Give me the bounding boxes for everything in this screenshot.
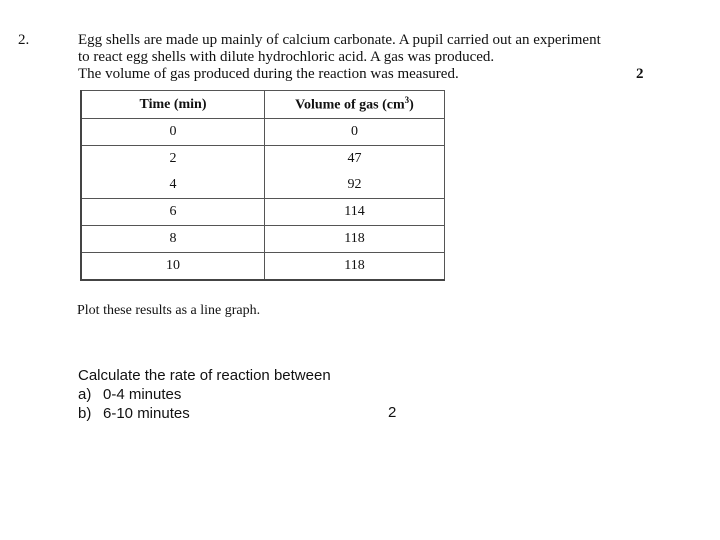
table-header-row bbox=[81, 91, 445, 119]
intro-line: The volume of gas produced during the reaction was measured. bbox=[78, 66, 459, 82]
calculate-prompt: Calculate the rate of reaction between bbox=[78, 367, 331, 384]
calculate-block bbox=[78, 366, 331, 423]
item-label: a) bbox=[78, 386, 92, 403]
header-volume bbox=[265, 91, 445, 119]
intro-line: to react egg shells with dilute hydrochloric acid. A gas was produced. bbox=[78, 49, 495, 65]
header-volume-close: ) bbox=[409, 97, 414, 113]
cell-volume: 92 bbox=[265, 172, 445, 199]
item-text: 6-10 minutes bbox=[103, 405, 190, 422]
table-row bbox=[81, 119, 445, 146]
cell-volume: 47 bbox=[347, 151, 362, 166]
cell-volume: 118 bbox=[265, 253, 445, 281]
intro-line: Egg shells are made up mainly of calcium carbonate. A pupil carried out an experiment bbox=[78, 32, 601, 48]
question-intro bbox=[78, 32, 618, 83]
header-volume-text: Volume of gas (cm bbox=[295, 97, 405, 113]
item-label: b) bbox=[78, 405, 92, 422]
header-volume-exponent: 3 bbox=[404, 95, 410, 106]
cell-volume: 114 bbox=[265, 199, 445, 226]
calculate-item bbox=[78, 404, 331, 423]
cell-time: 10 bbox=[81, 253, 265, 281]
table-row bbox=[81, 199, 445, 226]
plot-instruction: Plot these results as a line graph. bbox=[77, 303, 261, 318]
table-row bbox=[81, 172, 445, 199]
cell-time: 8 bbox=[81, 226, 265, 253]
calculate-marks: 2 bbox=[388, 404, 397, 421]
table-row bbox=[81, 226, 445, 253]
table-row bbox=[81, 146, 445, 173]
table-row bbox=[81, 253, 445, 281]
cell-time: 0 bbox=[81, 119, 265, 146]
question-marks: 2 bbox=[636, 66, 644, 82]
cell-volume: 118 bbox=[265, 226, 445, 253]
results-table bbox=[80, 90, 445, 281]
cell-time: 4 bbox=[81, 172, 265, 199]
header-time: Time (min) bbox=[81, 91, 265, 119]
question-number: 2. bbox=[18, 32, 30, 48]
cell-volume: 0 bbox=[265, 119, 445, 146]
cell-time: 6 bbox=[81, 199, 265, 226]
item-text: 0-4 minutes bbox=[103, 386, 182, 403]
cell-time: 2 bbox=[81, 146, 265, 173]
calculate-item bbox=[78, 385, 331, 404]
